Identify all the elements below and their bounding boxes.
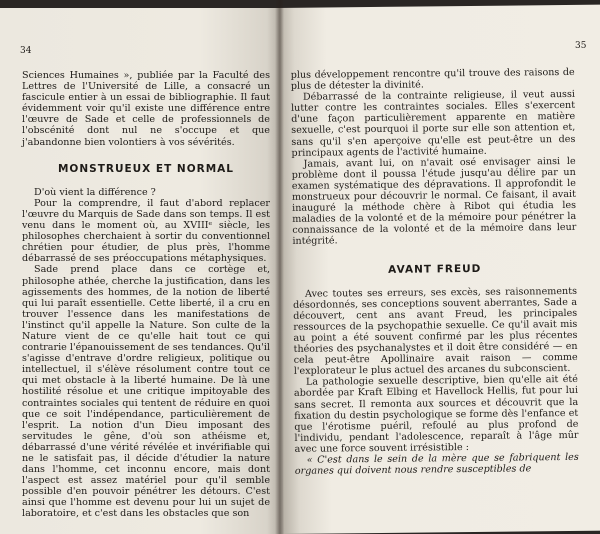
section-heading-avant-freud: AVANT FREUD [388,262,482,276]
right-paragraph: Jamais, avant lui, on n'avait osé envisager ainsi le problème dont il poussa l'étude jusqu'au délire par un examen systématique des dépravations. Il approfondit le monstrueux pour découvrir le normal. Ce faisant, il avait inauguré la méthode chère à Ribot qui étudia les maladies de la volonté et de la mémoire pour pénétrer la connaissance de la volonté et de la mémoire dans leur intégrité. [291,155,577,248]
right-page-body [291,67,579,477]
section-heading-monstrueux: MONSTRUEUX ET NORMAL [57,162,234,175]
left-page-body [22,70,270,520]
left-page [0,8,284,534]
left-paragraph: Pour la comprendre, il faut d'abord replacer l'œuvre du Marquis de Sade dans son temps. Il est venu dans le moment où, au XVIIIᵉ siècle, les philosophes cherchaient à sortir du conventionnel chrétien pour étudier, de plus près, l'homme débarrassé de ses préoccupations métaphysiques. [22,197,270,265]
right-paragraph: Débarrassé de la contrainte religieuse, il veut aussi lutter contre les contraintes sociales. Elles s'exercent d'une façon particulièrement apparente en matière sexuelle, c'est pourquoi il porte sur elle son attention et, sans qu'il s'en aperçoive qu'elle est peut-être un des principaux agents de l'activité humaine. [290,89,576,159]
book-gutter [275,0,284,534]
right-page-number: 35 [574,40,587,51]
right-page [278,5,600,534]
right-paragraph: La pathologie sexuelle descriptive, bien qu'elle ait été abordée par Kraft Elbing et Havellock Hellis, fut pour lui sans secret. Il remonta aux sources et découvrit que la fixation du destin psychologique se forme dès l'enfance et que l'érotisme puéril, refoulé au plus profond de l'individu, pendant l'adolescence, reparaît à l'âge mûr avec une force souvent irrésistible : [293,374,579,455]
right-quote: « C'est dans le sein de la mère que se fabriquent les organes qui doivent nous rendre susceptibles de [294,451,579,477]
left-paragraph: D'où vient la différence ? [34,186,156,198]
right-paragraph: plus développement rencontre qu'il trouve des raisons de plus de détester la divinité. [290,66,575,92]
left-intro-paragraph: Sciences Humaines », publiée par la Faculté des Lettres de l'Université de Lille, a consacré un fascicule entier à un essai de bibliographie. Il faut évidemment voir qu'il existe une différence entre l'œuvre de Sade et celle de professionnels de l'obscénité dont nul ne s'occupe et que j'abandonne bien volontiers à vos sévérités. [22,70,270,148]
left-paragraph: Sade prend place dans ce cortège et, philosophe athée, cherche la justification, dans les agissements des hommes, de la notion de liberté qui lui paraît essentielle. Cette liberté, il a cru en trouver l'essence dans les manifestations de l'instinct qu'il appelle la Nature. Son culte de la Nature vient de ce qu'elle hait tout ce qui contrarie l'épanouissement de ses tendances. Qu'il s'agisse d'entrave d'ordre religieux, politique ou intellectuel, il s'élève résolument contre tout ce qui met obstacle à la liberté humaine. De là une hostilité résolue et une critique impitoyable des contraintes sociales qui tentent de réduire en quoi que ce soit l'indépendance, particulièrement de l'esprit. La notion d'un Dieu imposant des servitudes le gêne, d'où son athéisme et, débarrassé d'une vérité révélée et invérifiable qui ne le satisfait pas, il décide d'étudier la nature dans l'homme, cet inconnu encore, mais dont l'aspect est assez matériel pour qu'il semble possible d'en pouvoir pénétrer les détours. C'est ainsi que l'homme est devenu pour lui un sujet de laboratoire, et c'est dans les obstacles que son [22,264,270,520]
left-page-number: 34 [20,46,32,56]
right-paragraph: Avec toutes ses erreurs, ses excès, ses raisonnements désordonnés, ses conceptions souvent aberrantes, Sade a découvert, cent ans avant Freud, les principales ressources de la psychopathie sexuelle. Ce qu'il avait mis au point a été souvent confirmé par les plus récentes théories des psychanalystes et il doit être considéré — en cela peut-être Apollinaire avait raison — comme l'explorateur le plus actuel des arcanes du subconscient. [293,285,578,378]
